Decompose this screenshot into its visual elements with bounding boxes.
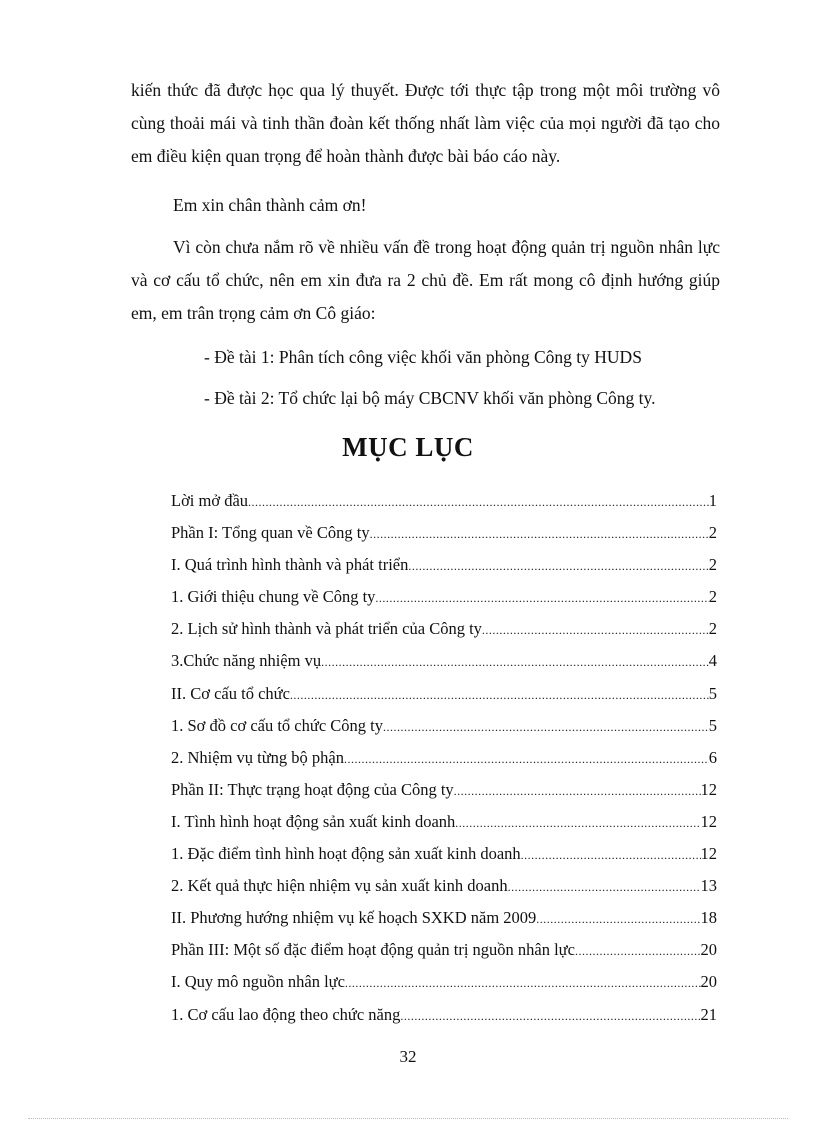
toc-leader-dots bbox=[400, 1009, 700, 1024]
toc-entry[interactable] bbox=[171, 651, 717, 683]
toc-entry-page: 2 bbox=[708, 619, 717, 639]
toc-entry-label: I. Tình hình hoạt động sản xuất kinh doanh bbox=[171, 811, 456, 831]
toc-leader-dots bbox=[321, 655, 709, 670]
toc-title: MỤC LỤC bbox=[342, 432, 474, 462]
toc-entry[interactable] bbox=[171, 908, 717, 940]
toc-entry-page: 18 bbox=[700, 908, 717, 928]
toc-leader-dots bbox=[370, 527, 709, 542]
toc-entry[interactable] bbox=[171, 555, 717, 587]
toc-entry-label: Phần I: Tổng quan về Công ty bbox=[171, 523, 370, 543]
toc-leader-dots bbox=[290, 688, 709, 703]
toc-entry[interactable] bbox=[171, 619, 717, 651]
toc-entry[interactable] bbox=[171, 1005, 717, 1037]
toc-leader-dots bbox=[508, 880, 701, 895]
toc-entry[interactable] bbox=[171, 780, 717, 812]
toc-entry[interactable] bbox=[171, 812, 717, 844]
toc-entry-page: 2 bbox=[708, 587, 717, 607]
toc-entry-label: II. Phương hướng nhiệm vụ kế hoạch SXKD năm 2009 bbox=[171, 908, 537, 928]
toc-entry-page: 12 bbox=[700, 811, 717, 831]
toc-leader-dots bbox=[375, 591, 708, 606]
toc-entry-page: 12 bbox=[700, 779, 717, 799]
thanks-paragraph: Em xin chân thành cảm ơn! bbox=[173, 195, 367, 215]
toc-entry-page: 12 bbox=[700, 844, 717, 864]
toc-entry-label: Phần III: Một số đặc điểm hoạt động quản trị nguồn nhân lực bbox=[171, 940, 575, 960]
toc-entry-label: 1. Sơ đồ cơ cấu tổ chức Công ty bbox=[171, 715, 383, 735]
toc-entry-label: 2. Kết quả thực hiện nhiệm vụ sản xuất kinh doanh bbox=[171, 876, 508, 896]
toc-entry-label: 3.Chức năng nhiệm vụ bbox=[171, 651, 322, 671]
toc-entry-page: 5 bbox=[708, 683, 717, 703]
toc-entry-label: I. Quy mô nguồn nhân lực bbox=[171, 972, 345, 992]
toc-leader-dots bbox=[408, 559, 708, 574]
toc-entry-page: 6 bbox=[708, 747, 717, 767]
toc-entry[interactable] bbox=[171, 748, 717, 780]
toc-entry[interactable] bbox=[171, 587, 717, 619]
toc-entry-page: 20 bbox=[700, 972, 717, 992]
toc-entry-label: Lời mở đầu bbox=[171, 491, 249, 510]
toc-leader-dots bbox=[521, 848, 701, 863]
toc-leader-dots bbox=[454, 784, 701, 799]
toc-entry-page: 5 bbox=[708, 715, 717, 735]
toc-entry[interactable] bbox=[171, 844, 717, 876]
toc-leader-dots bbox=[248, 495, 709, 510]
toc-entry-page: 1 bbox=[708, 491, 717, 510]
toc-entry-label: II. Cơ cấu tổ chức bbox=[171, 683, 290, 703]
page-number: 32 bbox=[399, 1047, 417, 1066]
toc-entry-label: I. Quá trình hình thành và phát triển bbox=[171, 555, 409, 575]
toc-entry[interactable] bbox=[171, 940, 717, 972]
toc-entry[interactable] bbox=[171, 684, 717, 716]
toc-leader-dots bbox=[536, 912, 700, 927]
toc-entry[interactable] bbox=[171, 876, 717, 908]
topic-2: - Đề tài 2: Tổ chức lại bộ máy CBCNV khối văn phòng Công ty. bbox=[204, 388, 656, 408]
toc-entry[interactable] bbox=[171, 491, 717, 523]
toc-entry[interactable] bbox=[171, 523, 717, 555]
toc-leader-dots bbox=[575, 944, 701, 959]
toc-entry-page: 21 bbox=[700, 1004, 717, 1024]
page-bottom-divider bbox=[28, 1118, 788, 1119]
toc-entry-page: 2 bbox=[708, 523, 717, 543]
toc-entry-page: 20 bbox=[700, 940, 717, 960]
toc-leader-dots bbox=[344, 752, 709, 767]
toc-entry-page: 2 bbox=[708, 555, 717, 575]
toc-leader-dots bbox=[482, 623, 709, 638]
topics-paragraph: Vì còn chưa nắm rõ về nhiều vấn đề trong hoạt động quản trị nguồn nhân lực và cơ cấu tổ chức, nên em xin đưa ra 2 chủ đề. Em rất mong cô định hướng giúp em, em trân trọng cảm ơn Cô giáo: bbox=[131, 237, 720, 323]
toc-leader-dots bbox=[383, 720, 709, 735]
toc-entry-label: 2. Lịch sử hình thành và phát triển của Công ty bbox=[171, 619, 482, 639]
toc-entry-label: 1. Giới thiệu chung về Công ty bbox=[171, 587, 376, 607]
table-of-contents bbox=[171, 491, 717, 1037]
toc-entry-label: 2. Nhiệm vụ từng bộ phận bbox=[171, 747, 345, 767]
toc-entry[interactable] bbox=[171, 716, 717, 748]
toc-entry-page: 13 bbox=[700, 876, 717, 896]
toc-entry-label: 1. Cơ cấu lao động theo chức năng bbox=[171, 1004, 401, 1024]
toc-entry-page: 4 bbox=[708, 651, 717, 671]
topic-1: - Đề tài 1: Phân tích công việc khối văn phòng Công ty HUDS bbox=[204, 347, 642, 367]
toc-entry-label: Phần II: Thực trạng hoạt động của Công ty bbox=[171, 779, 454, 799]
toc-leader-dots bbox=[455, 816, 700, 831]
intro-paragraph-continued: kiến thức đã được học qua lý thuyết. Được tới thực tập trong một môi trường vô cùng thoải mái và tinh thần đoàn kết thống nhất làm việc của mọi người đã tạo cho em điều kiện quan trọng để hoàn thành được bài báo cáo này. bbox=[131, 80, 720, 166]
toc-entry[interactable] bbox=[171, 972, 717, 1004]
toc-entry-label: 1. Đặc điểm tình hình hoạt động sản xuất kinh doanh bbox=[171, 844, 521, 864]
toc-leader-dots bbox=[345, 976, 701, 991]
